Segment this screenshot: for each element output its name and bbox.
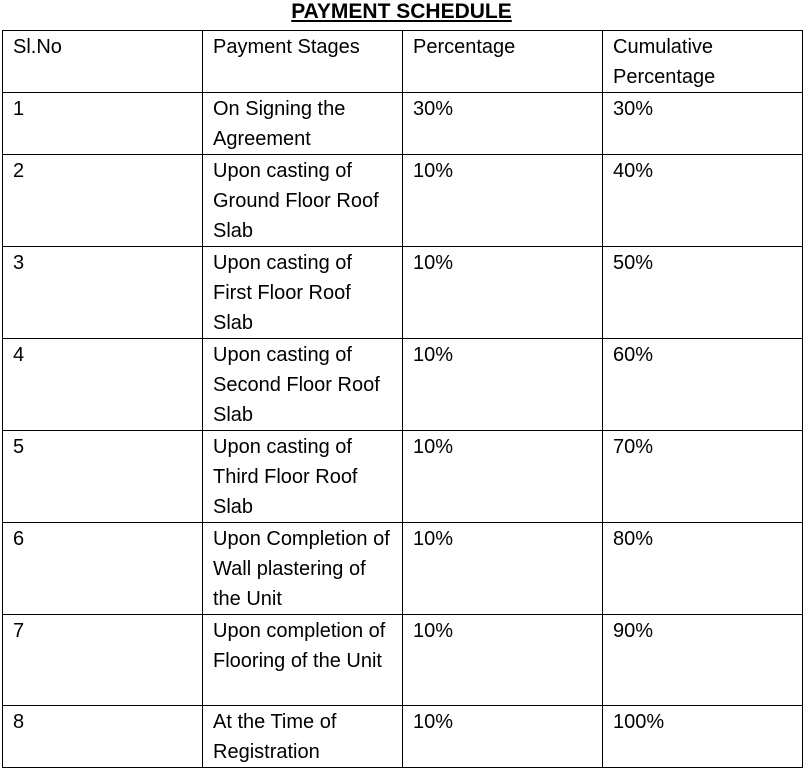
table-row [3,431,803,523]
table-row [3,247,803,339]
cell-percentage: 10% [403,155,603,247]
cell-cumulative: 90% [603,615,803,706]
cell-sl-no: 6 [3,523,203,615]
cell-payment-stage: On Signing the Agreement [203,93,403,155]
cell-cumulative: 40% [603,155,803,247]
cell-percentage: 10% [403,431,603,523]
cell-sl-no: 4 [3,339,203,431]
cell-payment-stage: Upon casting of Ground Floor Roof Slab [203,155,403,247]
cell-percentage: 10% [403,339,603,431]
cell-sl-no: 3 [3,247,203,339]
cell-percentage: 10% [403,523,603,615]
cell-sl-no: 2 [3,155,203,247]
cell-cumulative: 30% [603,93,803,155]
cell-payment-stage: Upon completion of Flooring of the Unit [203,615,403,706]
table-row [3,155,803,247]
table-header-row [3,31,803,93]
header-percentage: Percentage [403,31,603,93]
cell-sl-no: 5 [3,431,203,523]
cell-cumulative: 50% [603,247,803,339]
table-row [3,523,803,615]
cell-payment-stage: Upon casting of Third Floor Roof Slab [203,431,403,523]
cell-payment-stage: At the Time of Registration [203,706,403,768]
table-row [3,93,803,155]
cell-cumulative: 80% [603,523,803,615]
cell-percentage: 30% [403,93,603,155]
page-title: PAYMENT SCHEDULE [291,0,512,23]
payment-schedule-table [2,30,803,768]
cell-payment-stage: Upon casting of First Floor Roof Slab [203,247,403,339]
cell-cumulative: 70% [603,431,803,523]
cell-sl-no: 7 [3,615,203,706]
cell-sl-no: 1 [3,93,203,155]
header-cumulative-percentage: Cumulative Percentage [603,31,803,93]
header-sl-no: Sl.No [3,31,203,93]
header-payment-stages: Payment Stages [203,31,403,93]
cell-percentage: 10% [403,247,603,339]
cell-sl-no: 8 [3,706,203,768]
cell-cumulative: 60% [603,339,803,431]
cell-payment-stage: Upon casting of Second Floor Roof Slab [203,339,403,431]
table-row [3,339,803,431]
cell-cumulative: 100% [603,706,803,768]
table-row [3,706,803,768]
cell-percentage: 10% [403,615,603,706]
table-row [3,615,803,706]
cell-percentage: 10% [403,706,603,768]
cell-payment-stage: Upon Completion of Wall plastering of the Unit [203,523,403,615]
